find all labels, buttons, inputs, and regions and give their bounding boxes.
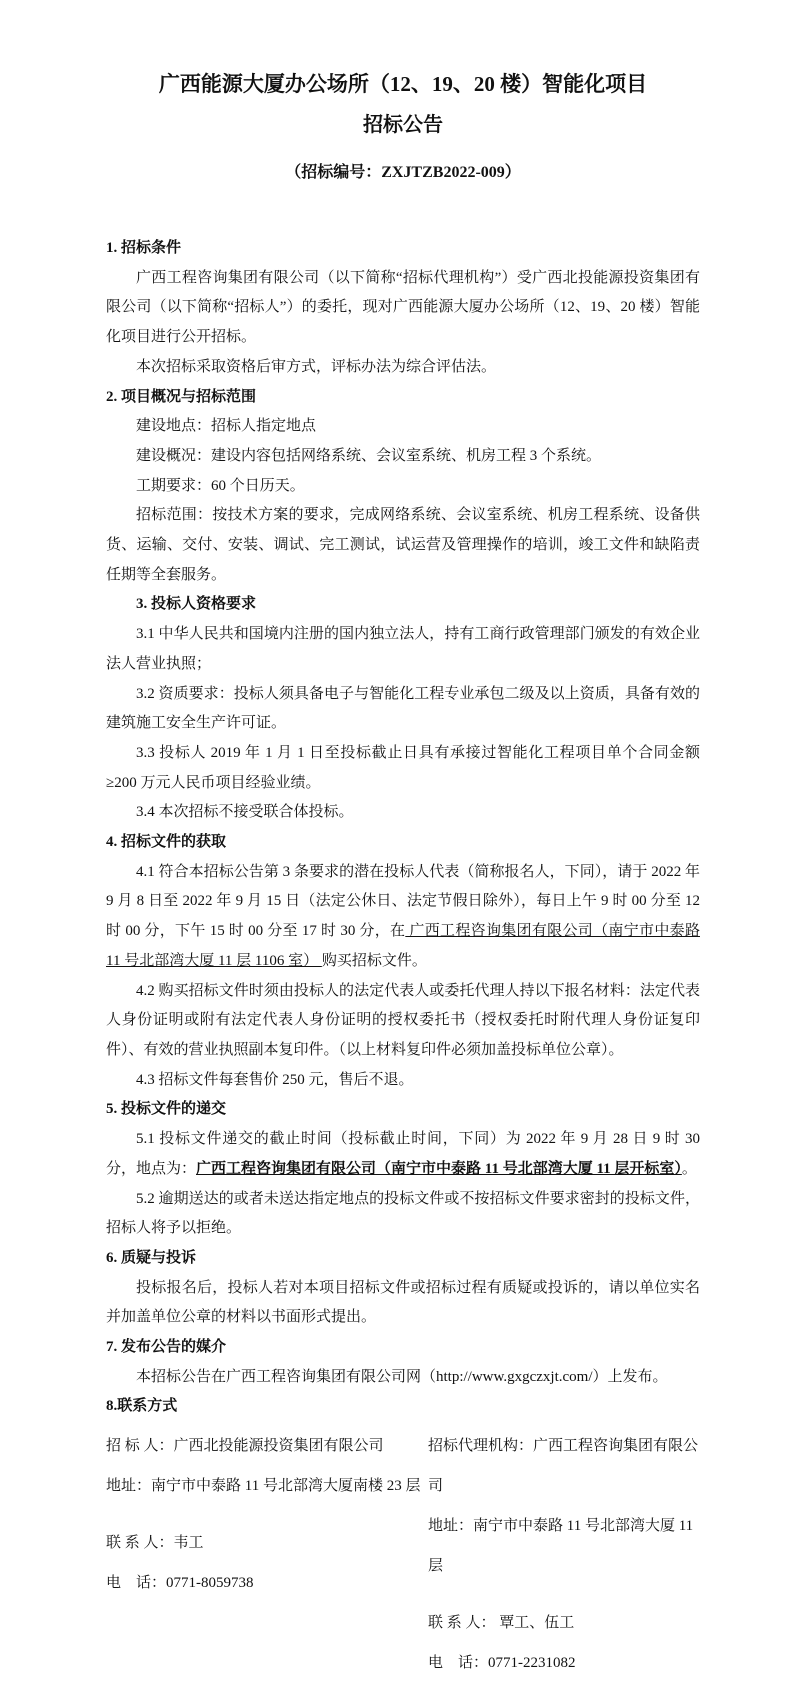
section1-heading: 1. 招标条件 (106, 240, 182, 256)
section5-heading: 5. 投标文件的递交 (106, 1101, 227, 1118)
tenderer-phone: 电 话：0771-8059738 (106, 1575, 254, 1592)
section7-heading: 7. 发布公告的媒介 (106, 1339, 227, 1356)
agency-contact-column (428, 1426, 700, 1683)
section6-paragraph1: 投标报名后，投标人若对本项目招标文件或招标过程有质疑或投诉的，请以单位实名并加盖单位公章的材料以书面形式提出。 (106, 1279, 700, 1326)
section3-heading: 3. 投标人资格要求 (136, 596, 257, 613)
section5-item1-tail: 。 (681, 1160, 697, 1177)
agency-address: 地址：南宁市中泰路 11 号北部湾大厦 11 层 (428, 1518, 697, 1575)
section2-schedule-requirement: 工期要求：60 个日历天。 (136, 477, 305, 494)
section1-paragraph2: 本次招标采取资格后审方式，评标办法为综合评估法。 (136, 358, 497, 375)
document-title-line1: 广西能源大厦办公场所（12、19、20 楼）智能化项目 (158, 72, 648, 96)
section5-item1 (106, 1125, 700, 1184)
tender-number: （招标编号：ZXJTZB2022-009） (285, 164, 521, 181)
section3-item4: 3.4 本次招标不接受联合体投标。 (136, 804, 354, 821)
section8-heading: 8.联系方式 (106, 1398, 178, 1415)
section5-item1-text: 5.1 投标文件递交的截止时间（投标截止时间，下同）为 2022 年 9 月 28 日 9 时 30 分，地点为： (106, 1131, 700, 1177)
section2-tender-scope: 招标范围：按技术方案的要求，完成网络系统、会议室系统、机房工程系统、设备供货、运输、交付、安装、调试、完工测试，试运营及管理操作的培训，竣工文件和缺陷责任期等全套服务。 (106, 507, 700, 583)
section3-item3: 3.3 投标人 2019 年 1 月 1 日至投标截止日具有承接过智能化工程项目单个合同金额≥200 万元人民币项目经验业绩。 (106, 744, 700, 791)
tenderer-address: 地址：南宁市中泰路 11 号北部湾大厦南楼 23 层 (106, 1478, 421, 1495)
section2-construction-site: 建设地点：招标人指定地点 (136, 418, 317, 435)
section1-paragraph1: 广西工程咨询集团有限公司（以下简称“招标代理机构”）受广西北投能源投资集团有限公司（以下简称“招标人”）的委托，现对广西能源大厦办公场所（12、19、20 楼）智能化项目进行公开招标。 (106, 269, 700, 346)
section2-heading: 2. 项目概况与招标范围 (106, 388, 257, 405)
agency-name: 招标代理机构：广西工程咨询集团有限公司 (428, 1438, 699, 1495)
document-title-line2: 招标公告 (363, 114, 443, 136)
document-body (106, 234, 700, 1422)
tenderer-contact-column (106, 1426, 428, 1683)
section4-item1-text: 4.1 符合本招标公告第 3 条要求的潜在投标人代表（简称报名人，下同），请于 2022 年 9 月 8 日至 2022 年 9 月 15 日（法定公休日、法定节假日除外），每日上午 9 时 00 分至 12 时 00 分，下午 15 时 00 分至 17 时 30 分，在 (106, 863, 700, 940)
section2-construction-overview: 建设概况：建设内容包括网络系统、会议室系统、机房工程 3 个系统。 (136, 447, 602, 464)
section4-item1-purchase-location: 广西工程咨询集团有限公司（南宁市中泰路 11 号北部湾大厦 11 层 1106 室） (106, 923, 700, 969)
contact-info (106, 1426, 700, 1683)
section4-item3: 4.3 招标文件每套售价 250 元，售后不退。 (136, 1071, 414, 1088)
tenderer-contact-person: 联 系 人：韦工 (106, 1535, 204, 1552)
section7-paragraph1: 本招标公告在广西工程咨询集团有限公司网（http://www.gxgczxjt.com/）上发布。 (136, 1368, 668, 1385)
section3-item1: 3.1 中华人民共和国境内注册的国内独立法人，持有工商行政管理部门颁发的有效企业法人营业执照； (106, 626, 700, 672)
section3-item2: 3.2 资质要求：投标人须具备电子与智能化工程专业承包二级及以上资质，具备有效的建筑施工安全生产许可证。 (106, 685, 700, 732)
agency-contact-person: 联 系 人： 覃工、伍工 (428, 1615, 575, 1632)
tenderer-name: 招 标 人：广西北投能源投资集团有限公司 (106, 1438, 384, 1455)
section4-item2: 4.2 购买招标文件时须由投标人的法定代表人或委托代理人持以下报名材料：法定代表人身份证明或附有法定代表人身份证明的授权委托书（授权委托时附代理人身份证复印件）、有效的营业执照副本复印件。（以上材料复印件必须加盖投标单位公章）。 (106, 982, 700, 1058)
section4-item1 (106, 858, 700, 977)
section5-item2: 5.2 逾期送达的或者未送达指定地点的投标文件或不按招标文件要求密封的投标文件，招标人将予以拒绝。 (106, 1190, 700, 1237)
agency-phone: 电 话：0771-2231082 (428, 1655, 576, 1672)
section5-item1-submission-location: 广西工程咨询集团有限公司（南宁市中泰路 11 号北部湾大厦 11 层开标室） (196, 1160, 682, 1177)
section4-item1-tail: 购买招标文件。 (321, 952, 427, 969)
section4-heading: 4. 招标文件的获取 (106, 834, 227, 851)
section6-heading: 6. 质疑与投诉 (106, 1249, 197, 1266)
